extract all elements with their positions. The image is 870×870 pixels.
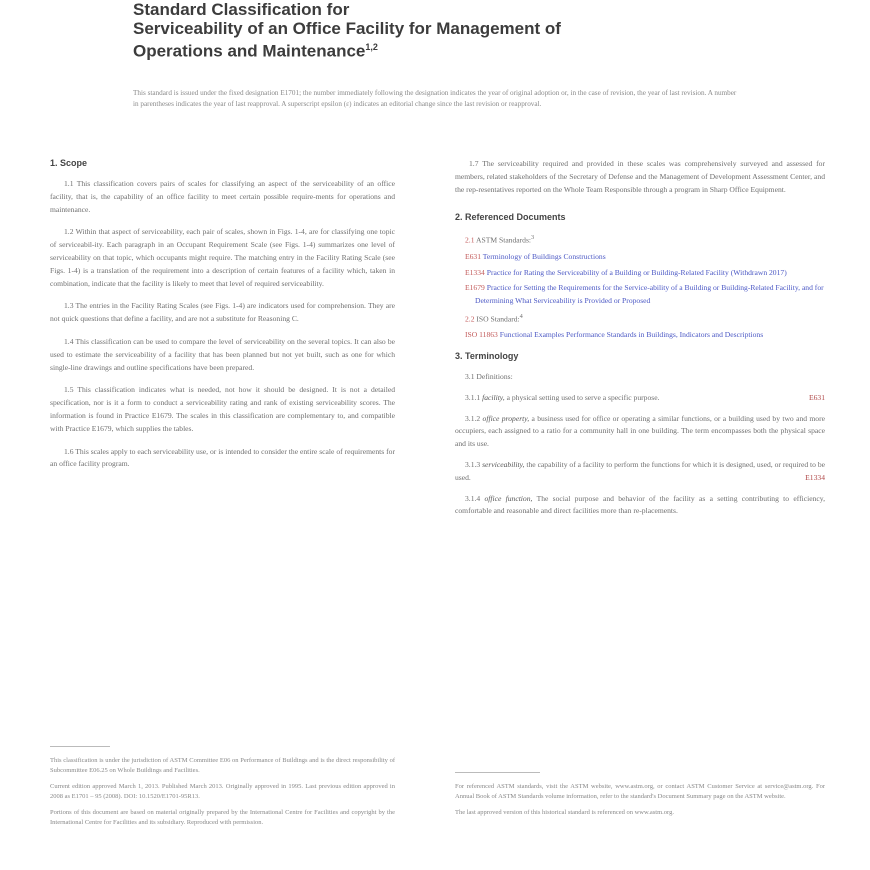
- definition-term: facility,: [482, 392, 505, 402]
- definition-number: 3.1: [465, 372, 475, 382]
- title-line: [133, 38, 693, 61]
- definition: [455, 413, 825, 451]
- definition: [455, 392, 825, 405]
- paragraph: 1.3 The entries in the Facility Rating Scales (see Figs. 1-4) are indicators used for comprehension. They are not quick questions that define a facility, and are not a substitute for Reasoning C.: [50, 301, 395, 324]
- paragraph: 1.7 The serviceability required and provided in these scales was comprehensively surveyed and assessed for members, related stakeholders of the Secretary of Defense and the Management of Development Assessment Center, and the rep-resentatives reported on the Whole Team Responsible through a program in Sharp Office Equipment.: [455, 159, 825, 194]
- reference-code[interactable]: E1334: [465, 267, 485, 277]
- section-heading-references: 2. Referenced Documents: [455, 212, 566, 223]
- reference-item: [455, 232, 825, 247]
- definition-term: office function,: [484, 493, 533, 503]
- definition-text: a physical setting used to serve a specific purpose.: [506, 392, 660, 402]
- title-line: Serviceability of an Office Facility for Management of: [133, 19, 561, 38]
- paragraph: 1.6 This scales apply to each serviceability use, or is intended to consider the entire scale of requirements for an office facility program.: [50, 446, 395, 469]
- document-title: [133, 0, 693, 61]
- reference-item[interactable]: [455, 329, 825, 342]
- reference-link[interactable]: Terminology of Buildings Constructions: [482, 251, 606, 261]
- right-column: [455, 158, 825, 526]
- footnote: For referenced ASTM standards, visit the ASTM website, www.astm.org, or contact ASTM Customer Service at service@astm.org. For Annual Book of ASTM Standards volume information, refer to the standard's Document Summary page on the ASTM website.: [455, 783, 825, 800]
- definition: [455, 493, 825, 519]
- reference-code: 2.1: [465, 235, 475, 245]
- reference-link[interactable]: Functional Examples Performance Standards in Buildings, Indicators and Descriptions: [499, 330, 764, 340]
- section-heading-scope: 1. Scope: [50, 158, 88, 168]
- title-superscript: 1,2: [365, 42, 378, 52]
- definition-source[interactable]: E1334: [805, 472, 825, 482]
- definition-term: serviceability,: [482, 460, 525, 470]
- definition-number: 3.1.3: [465, 460, 481, 470]
- reference-text: ASTM Standards:: [475, 235, 532, 245]
- paragraph: 1.1 This classification covers pairs of scales for classifying an aspect of the serviceability of an office facility, that is, the capability of an office facility to meet certain possible require-ments for operations and maintenance.: [50, 179, 395, 214]
- definition-text: Definitions:: [476, 372, 513, 382]
- reference-code: 2.2: [465, 314, 475, 324]
- left-column: [50, 158, 395, 481]
- title-line-text: Operations and Maintenance: [133, 41, 366, 61]
- reference-code[interactable]: E631: [465, 251, 482, 261]
- definition-text: a business used for office or operating a similar functions, or a building used by two and more occupiers, each assigned to a ratio for a community hall in one building. The term encompasses both the physical space and its use.: [455, 413, 826, 449]
- footnote: Current edition approved March 1, 2013. Published March 2013. Originally approved in 1995. Last previous edition approved in 2008 as E1701 – 95 (2008). DOI: 10.1520/E1701-95R13.: [50, 783, 395, 800]
- reference-text: ISO Standard:: [476, 314, 520, 324]
- footnote-divider: [50, 746, 110, 747]
- reference-link[interactable]: Practice for Rating the Serviceability of a Building or Building-Related Facility (Withdrawn 2017): [486, 267, 787, 277]
- footnote-divider: [455, 772, 540, 773]
- paragraph: 1.2 Within that aspect of serviceability, each pair of scales, shown in Figs. 1-4, are for classifying one topic of serviceabil-ity. Each paragraph in an Occupant Requirement Scale (see Figs. 1-4) summarizes one level of serviceability on that topic, which occupants might require. The matching entry in the Facility Rating Scale (see Figs. 1-4) is a translation of the requirement into a description of certain features of a facility which, taken in combination, indicate that the facility is likely to meet that level of required serviceability.: [50, 227, 395, 288]
- section-heading-terminology: 3. Terminology: [455, 351, 519, 362]
- right-footnotes: [455, 782, 825, 824]
- reference-item[interactable]: [455, 251, 825, 264]
- definition-text: the capability of a facility to perform the functions for which it is designed, used, or required to be used.: [455, 460, 825, 482]
- reference-code[interactable]: E1679: [465, 283, 485, 293]
- definition: [455, 459, 825, 485]
- paragraph: 1.5 This classification indicates what is needed, not how it should be designed. It is not a detailed specification, nor is it a form to conduct a serviceability rating and rank of existing serviceability scores. The information is found in Practice E1679. The scales in this classification are complementary to, and compatible with Practice E1679, which supplies the tables.: [50, 385, 395, 433]
- definition-source[interactable]: E631: [808, 392, 825, 402]
- definition-number: 3.1.1: [465, 392, 481, 402]
- reference-item[interactable]: [455, 267, 825, 280]
- reference-item: [455, 311, 825, 326]
- definition-text: The social purpose and behavior of the facility as a setting contributing to efficiency, comfortable and reasonable and direct facilities more than re-placements.: [455, 493, 825, 516]
- definition: [455, 371, 825, 384]
- definition-number: 3.1.2: [465, 413, 481, 423]
- title-line: Standard Classification for: [133, 0, 350, 19]
- reference-code[interactable]: ISO 11863: [465, 330, 498, 340]
- reference-sup: 4: [519, 312, 523, 320]
- footnote: The last approved version of this historical standard is referenced on www.astm.org.: [455, 809, 674, 816]
- reference-item[interactable]: [455, 282, 825, 308]
- standard-notice: This standard is issued under the fixed designation E1701; the number immediately following the designation indicates the year of original adoption or, in the case of revision, the year of last revision. A number in parentheses indicates the year of last reapproval. A superscript epsilon (ε) indicates an editorial change since the last revision or reapproval.: [133, 89, 737, 108]
- left-footnotes: [50, 756, 395, 834]
- definition-number: 3.1.4: [465, 493, 481, 503]
- footnote: Portions of this document are based on material originally prepared by the International Centre for Facilities and copyright by the International Centre for Facilities and its subsidiary. Reproduced with permission.: [50, 809, 395, 826]
- footnote: This classification is under the jurisdiction of ASTM Committee E06 on Performance of Buildings and is the direct responsibility of Subcommittee E06.25 on Whole Buildings and Facilities.: [50, 757, 395, 774]
- paragraph: 1.4 This classification can be used to compare the level of serviceability on the several topics. It can also be used to estimate the serviceability of a facility that has been planned but not yet built, such as one for which single-line drawings and outline specifications have been prepared.: [50, 336, 395, 372]
- reference-sup: 3: [531, 234, 535, 242]
- reference-link[interactable]: Practice for Setting the Requirements for the Service-ability of a Building or Building-Related Facility, and for Determining What Serviceability is Provided or Proposed: [475, 283, 824, 306]
- definition-term: office property,: [482, 413, 530, 423]
